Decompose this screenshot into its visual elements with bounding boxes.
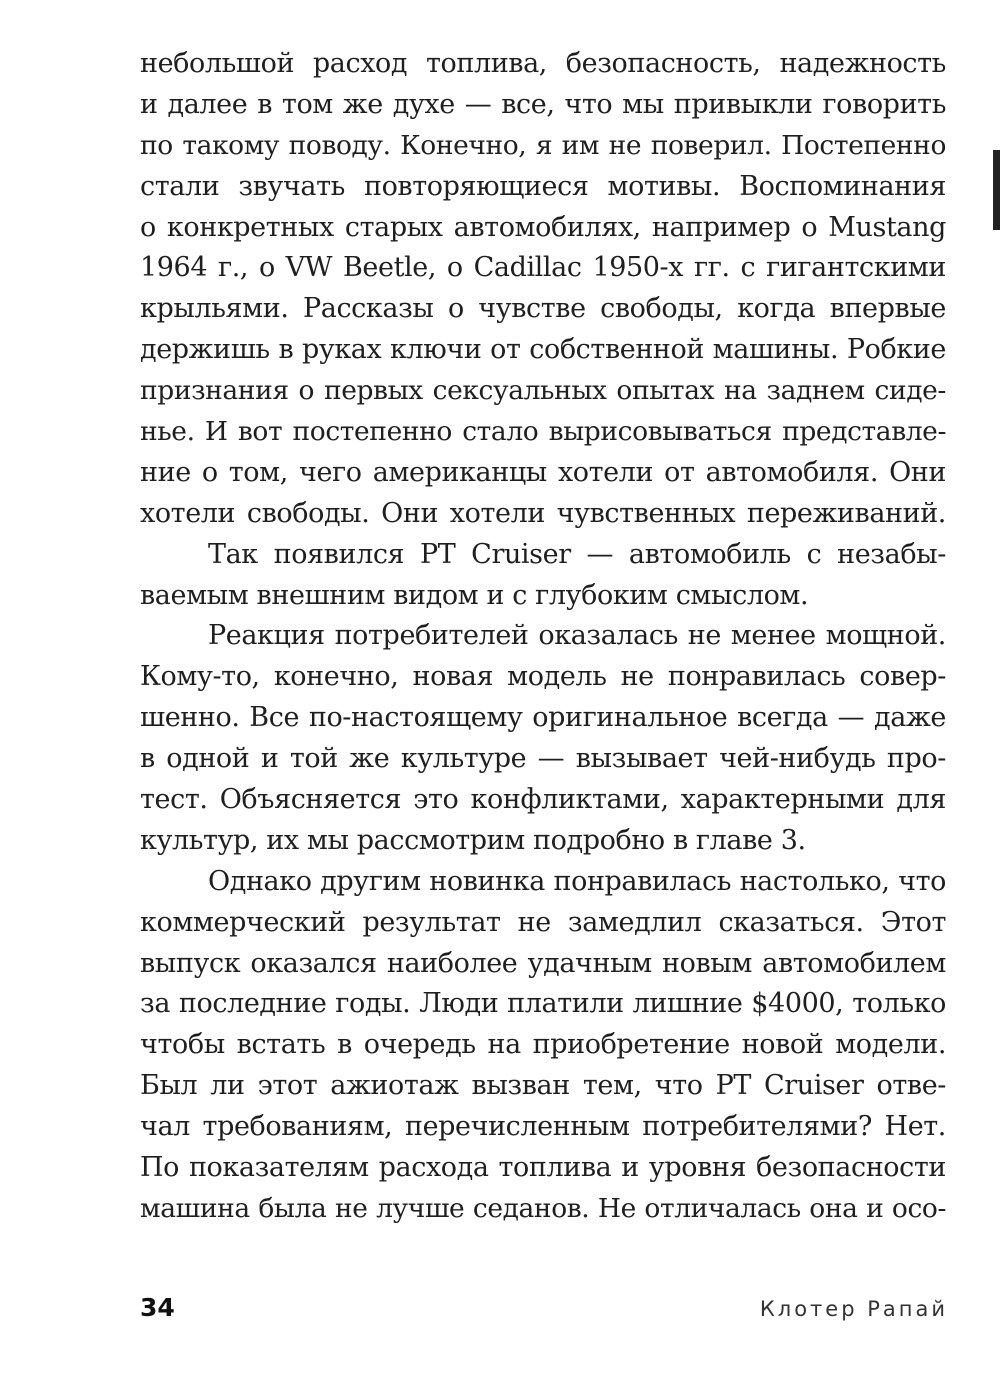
text-line: ваемым внешним видом и с глубоким смыслом.: [140, 579, 809, 611]
text-line: и далее в том же духе — все, что мы привыкли говорить: [140, 88, 946, 120]
page-edge-mark: [993, 150, 1000, 230]
text-line: Кому-то, конечно, новая модель не понравилась совер-: [140, 661, 946, 693]
text-line: о конкретных старых автомобилях, например о Mustang: [140, 211, 946, 243]
text-line: Реакция потребителей оказалась не менее мощной.: [208, 620, 946, 652]
text-line: культур, их мы рассмотрим подробно в главе 3.: [140, 824, 806, 856]
text-line: Однако другим новинка понравилась настолько, что: [208, 865, 946, 897]
text-line: Так появился PT Cruiser — автомобиль с незабы-: [208, 538, 946, 570]
page-body: [140, 44, 946, 1230]
text-line: машина была не лучше седанов. Не отличалась она и осо-: [140, 1192, 946, 1224]
text-line: шенно. Все по-настоящему оригинальное всегда — даже: [140, 702, 946, 734]
text-line: ние о том, чего американцы хотели от автомобиля. Они: [140, 456, 946, 488]
page-number: 34: [140, 1293, 175, 1322]
paragraph-1: [140, 44, 946, 535]
text-line: в одной и той же культуре — вызывает чей-нибудь про-: [140, 743, 946, 775]
running-head-author: Клотер Рапай: [759, 1297, 948, 1321]
text-line: Был ли этот ажиотаж вызван тем, что PT Cruiser отве-: [140, 1070, 946, 1102]
text-line: По показателям расхода топлива и уровня безопасности: [140, 1152, 946, 1184]
text-line: нье. И вот постепенно стало вырисовываться представле-: [140, 416, 946, 448]
text-line: чтобы встать в очередь на приобретение новой модели.: [140, 1029, 946, 1061]
text-line: держишь в руках ключи от собственной машины. Робкие: [140, 334, 946, 366]
text-line: чал требованиям, перечисленным потребителями? Нет.: [140, 1111, 946, 1143]
text-line: коммерческий результат не замедлил сказаться. Этот: [140, 906, 946, 938]
text-line: крыльями. Рассказы о чувстве свободы, когда впервые: [140, 293, 946, 325]
text-line: небольшой расход топлива, безопасность, надежность: [140, 48, 946, 79]
text-line: хотели свободы. Они хотели чувственных переживаний.: [140, 497, 946, 529]
paragraph-3: [140, 616, 946, 861]
text-line: 1964 г., о VW Beetle, о Cadillac 1950-х гг. с гигантскими: [140, 252, 946, 284]
text-line: за последние годы. Люди платили лишние $4000, только: [140, 988, 946, 1020]
paragraph-4: [140, 862, 946, 1230]
text-line: по такому поводу. Конечно, я им не поверил. Постепенно: [140, 129, 946, 161]
text-line: признания о первых сексуальных опытах на заднем сиде-: [140, 375, 946, 407]
paragraph-2: [140, 535, 946, 617]
text-line: стали звучать повторяющиеся мотивы. Воспоминания: [140, 170, 946, 202]
text-line: выпуск оказался наиболее удачным новым автомобилем: [140, 947, 946, 979]
text-line: тест. Объясняется это конфликтами, характерными для: [140, 784, 946, 816]
